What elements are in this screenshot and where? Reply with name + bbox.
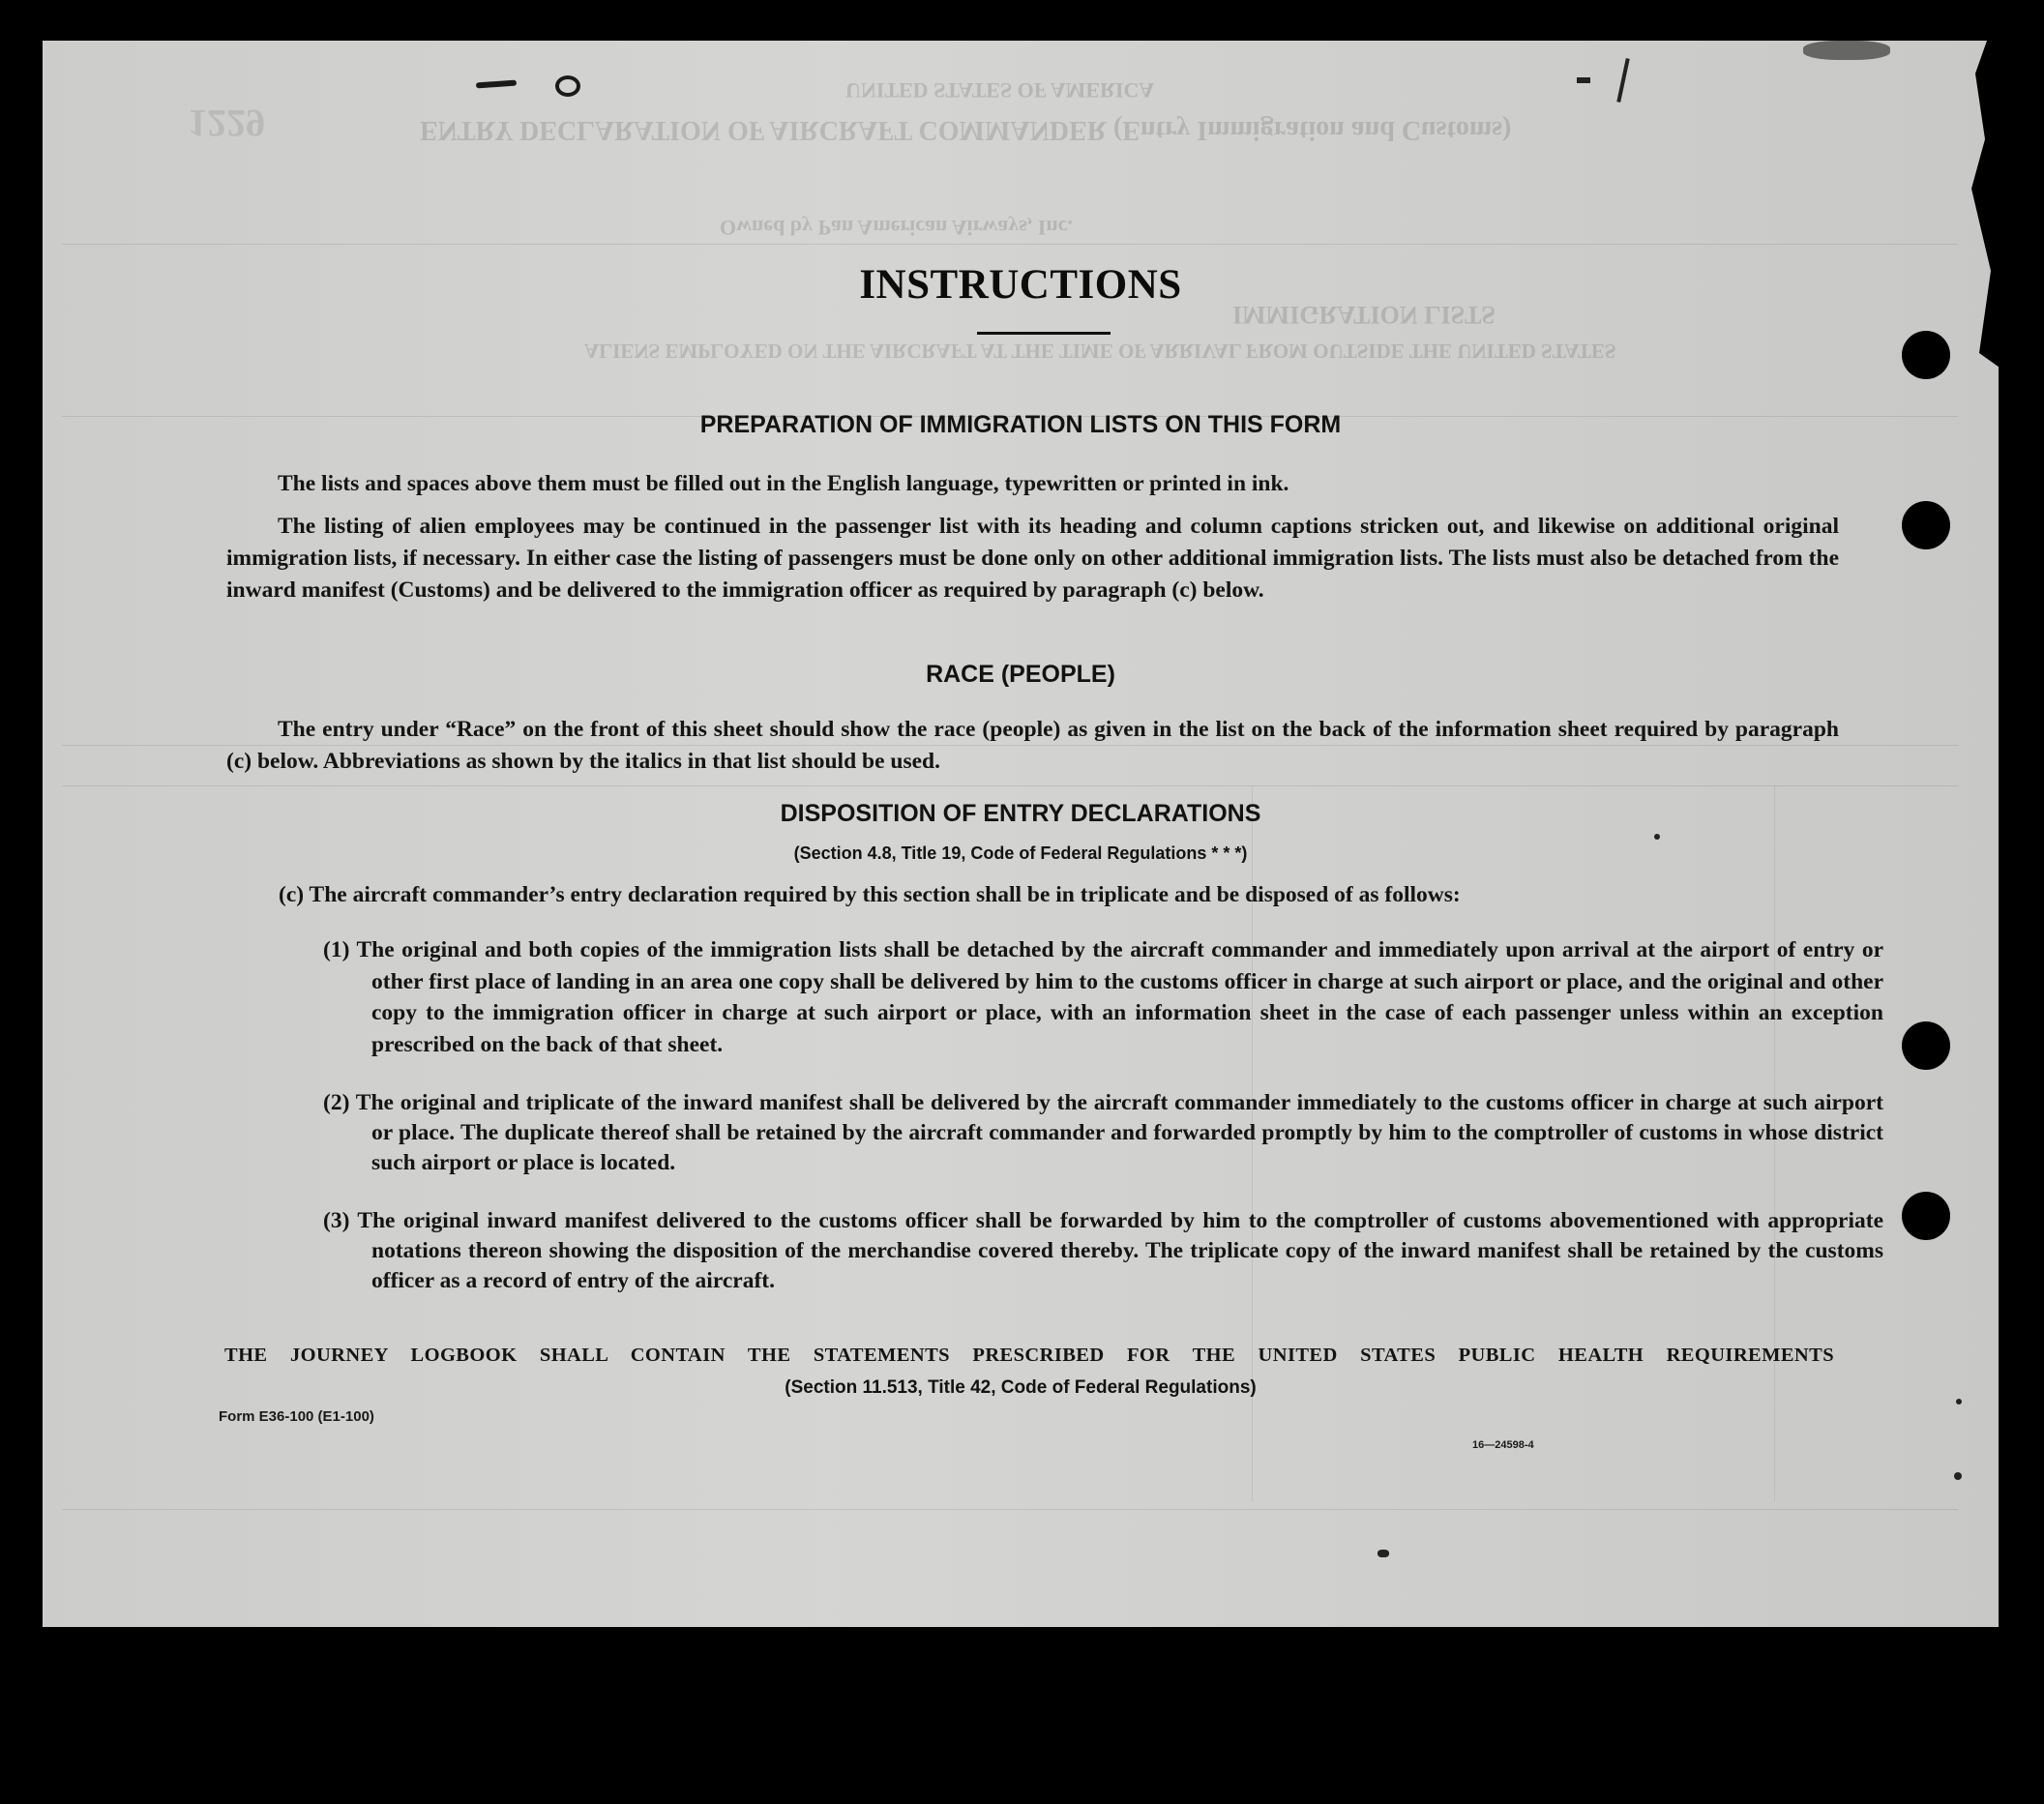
punch-hole <box>1902 1192 1950 1240</box>
footer-subheading: (Section 11.513, Title 42, Code of Federal Regulations) <box>785 1377 1257 1398</box>
ink-mark <box>1654 834 1660 840</box>
show-through-rule <box>62 244 1958 245</box>
ink-mark <box>1577 77 1590 83</box>
section-subheading-citation: (Section 4.8, Title 19, Code of Federal Regulations * * *) <box>793 843 1248 863</box>
form-number: Form E36-100 (E1-100) <box>219 1408 374 1425</box>
section-heading-preparation: PREPARATION OF IMMIGRATION LISTS ON THIS FORM <box>699 411 1342 438</box>
paragraph-alien-employees: The listing of alien employees may be continued in the passenger list with its heading and column captions stricken out, and likewise on additional original immigration lists, if necessary. In either case the listing of passengers must be done only on other additional immigration lists. The lists must also be detached from the inward manifest (Customs) and be delivered to the immigration officer as required by paragraph (c) below. <box>226 514 1839 603</box>
ink-mark <box>1954 1472 1962 1480</box>
show-through-text: ENTRY DECLARATION OF AIRCRAFT COMMANDER (Entry Immigration and Customs) <box>420 115 1512 145</box>
show-through-text: UNITED STATES OF AMERICA <box>845 78 1155 103</box>
page-title: INSTRUCTIONS <box>859 262 1182 308</box>
punch-hole <box>1902 501 1950 549</box>
document-page <box>43 41 1999 1627</box>
list-item-3: (3) The original inward manifest delivered to the customs officer shall be forwarded by him to the comptroller of customs abovementioned with appropriate notations thereon showing the disposition of the merchandise covered thereby. The triplicate copy of the inward manifest shall be retained by the customs officer as a record of entry of the aircraft. <box>323 1208 1883 1293</box>
section-heading-disposition: DISPOSITION OF ENTRY DECLARATIONS <box>780 800 1261 827</box>
list-item-1: (1) The original and both copies of the immigration lists shall be detached by the aircraft commander and immediately upon arrival at the airport of entry or other first place of landing in an area one copy shall be delivered by him to the customs officer in charge at such airport or place, and the original and other copy to the immigration officer in charge at such airport or place, with an information sheet in the case of each passenger unless within an exception prescribed on the back of that sheet. <box>323 937 1883 1057</box>
show-through-text: ALIENS EMPLOYED ON THE AIRCRAFT AT THE TIME OF ARRIVAL FROM OUTSIDE THE UNITED STATES <box>584 340 1616 363</box>
footer-heading: THE JOURNEY LOGBOOK SHALL CONTAIN THE STATEMENTS PRESCRIBED FOR THE UNITED STATES PUBLIC HEALTH REQUIREMENTS <box>224 1345 1834 1366</box>
show-through-rule <box>62 1509 1958 1510</box>
punch-hole <box>1902 331 1950 379</box>
ink-mark <box>555 75 580 97</box>
list-item-2: (2) The original and triplicate of the inward manifest shall be delivered by the aircraft commander immediately to the customs officer in charge at such airport or place. The duplicate thereof shall be retained by the aircraft commander and forwarded promptly by him to the comptroller of customs in whose district such airport or place is located. <box>323 1090 1883 1175</box>
show-through-stamp: 1229 <box>188 102 265 145</box>
paragraph-c-intro: (c) The aircraft commander’s entry declaration required by this section shall be in triplicate and be disposed of as follows: <box>279 882 1461 907</box>
ink-mark <box>1803 41 1890 60</box>
punch-hole <box>1902 1021 1950 1070</box>
show-through-text: Owned by Pan American Airways, Inc. <box>720 216 1073 240</box>
print-code: 16—24598-4 <box>1472 1439 1534 1451</box>
ink-mark <box>1956 1399 1962 1405</box>
paragraph-english-language: The lists and spaces above them must be filled out in the English language, typewritten or printed in ink. <box>278 471 1289 496</box>
title-underline <box>977 332 1111 335</box>
show-through-text: IMMIGRATION LISTS <box>1232 301 1496 329</box>
paragraph-race: The entry under “Race” on the front of this sheet should show the race (people) as given in the list on the back of the information sheet required by paragraph (c) below. Abbreviations as shown by the italics in that list should be used. <box>226 717 1839 774</box>
show-through-rule <box>62 785 1958 786</box>
section-heading-race: RACE (PEOPLE) <box>926 661 1115 688</box>
ink-mark <box>1377 1550 1389 1557</box>
